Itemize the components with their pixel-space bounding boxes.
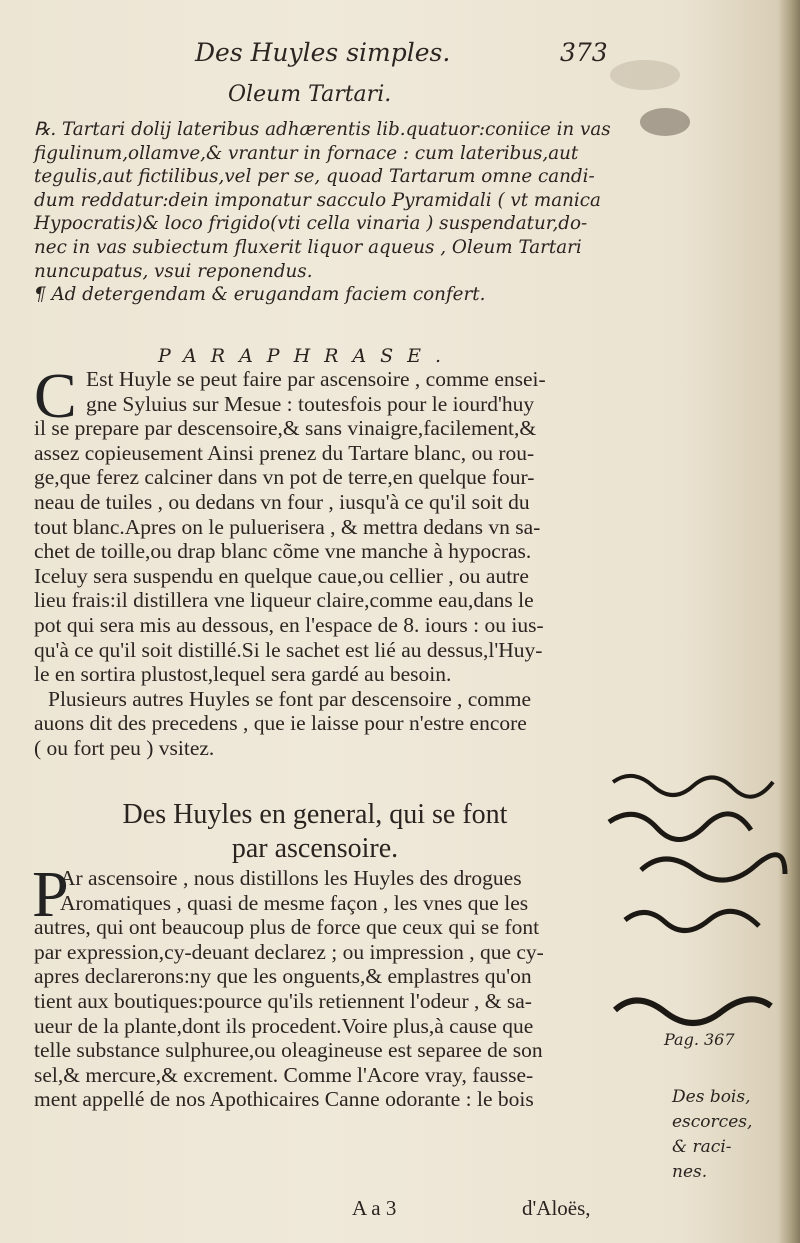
recipe-line: nuncupatus, vsui reponendus. — [34, 260, 313, 282]
text-line: neau de tuiles , ou dedans vn four , iusqu'à ce qu'il soit du — [34, 489, 530, 514]
text-line: Iceluy sera suspendu en quelque caue,ou cellier , ou autre — [34, 563, 529, 588]
text-line: telle substance sulphuree,ou oleagineuse est separee de son — [34, 1038, 543, 1063]
margin-note — [672, 1085, 752, 1185]
margin-note-line: escorces, — [672, 1112, 753, 1132]
recipe-line: figulinum,ollamve,& vrantur in fornace : cum lateribus,aut — [34, 142, 579, 164]
text-line: il se prepare par descensoire,& sans vinaigre,facilement,& — [34, 416, 537, 441]
text-line: ment appellé de nos Apothicaires Canne odorante : le bois — [34, 1087, 534, 1112]
text-line: gne Syluius sur Mesue : toutesfois pour le iourd'huy — [86, 391, 535, 416]
margin-note-line: & raci- — [672, 1137, 732, 1157]
text-line: sel,& mercure,& excrement. Comme l'Acore vray, fausse- — [34, 1062, 534, 1087]
handwritten-annotation — [605, 770, 795, 1070]
text-line: autres, qui ont beaucoup plus de force que ceux qui se font — [34, 915, 540, 940]
text-line: tient aux boutiques:pource qu'ils retiennent l'odeur , & sa- — [34, 988, 532, 1013]
text-line: Est Huyle se peut faire par ascensoire , comme ensei- — [86, 367, 546, 391]
paraphrase-heading: PARAPHRASE. — [158, 345, 456, 367]
text-line: par expression,cy-deuant declarez ; ou impression , que cy- — [34, 939, 544, 964]
text-line: auons dit des precedens , que ie laisse pour n'estre encore — [34, 711, 527, 736]
text-line: chet de toille,ou drap blanc cõme vne manche à hypocras. — [34, 539, 532, 564]
margin-note-line: nes. — [672, 1162, 708, 1182]
handwriting-scribble — [605, 770, 795, 1070]
text-line: qu'à ce qu'il soit distillé.Si le sachet est lié au dessus,l'Huy- — [34, 637, 543, 662]
text-line: ge,que ferez calciner dans vn pot de terre,en quelque four- — [34, 465, 535, 490]
drop-cap: P — [32, 858, 69, 931]
chapter-heading-line: Des Huyles en general, qui se font — [122, 799, 508, 830]
recipe-line: ℞. Tartari dolij lateribus adhærentis lib.quatuor:coniice in vas — [34, 119, 611, 140]
text-line: pot qui sera mis au dessous, en l'espace de 8. iours : ou ius- — [34, 612, 544, 637]
text-line: Aromatiques , quasi de mesme façon , les vnes que les — [60, 890, 529, 915]
running-title: Des Huyles simples. — [195, 38, 451, 67]
recipe-line: tegulis,aut fictilibus,vel per se, quoad Tartarum omne candi- — [34, 166, 595, 188]
catchword: d'Aloës, — [522, 1196, 591, 1220]
text-line: ( ou fort peu ) vsitez. — [34, 735, 215, 760]
drop-cap: C — [34, 360, 77, 431]
recipe-line: dum reddatur:dein imponatur sacculo Pyramidali ( vt manica — [34, 189, 601, 211]
text-line: assez copieusement Ainsi prenez du Tartare blanc, ou rou- — [34, 440, 535, 465]
paraphrase-text — [34, 367, 734, 761]
text-line: Plusieurs autres Huyles se font par descensoire , comme — [48, 686, 532, 711]
text-line: apres declarerons:ny que les onguents,& emplastres qu'on — [34, 964, 532, 989]
text-line: lieu frais:il distillera vne liqueur claire,comme eau,dans le — [34, 588, 534, 613]
signature-mark: A a 3 — [352, 1196, 397, 1220]
page-footer — [0, 1196, 800, 1226]
recipe-line: ¶ Ad detergendam & erugandam faciem confert. — [34, 284, 486, 306]
latin-recipe — [34, 118, 764, 307]
chapter-heading-line: par ascensoire. — [231, 833, 399, 864]
text-line: Ar ascensoire , nous distillons les Huyles des drogues — [60, 866, 522, 890]
text-line: ueur de la plante,dont ils procedent.Voire plus,à cause que — [34, 1013, 534, 1038]
recipe-line: Hypocratis)& loco frigido(vti cella vinaria ) suspendatur,do- — [34, 213, 588, 235]
chapter-heading — [85, 798, 545, 866]
running-header — [0, 38, 800, 78]
margin-note-line: Des bois, — [672, 1087, 751, 1107]
page-reference: Pag. 367 — [664, 1030, 735, 1049]
text-line: le en sortira plustost,lequel sera gardé au besoin. — [34, 662, 452, 687]
recipe-line: nec in vas subiectum fluxerit liquor aqueus , Oleum Tartari — [34, 236, 582, 258]
text-line: tout blanc.Apres on le puluerisera , & mettra dedans vn sa- — [34, 514, 541, 539]
page-number: 373 — [560, 38, 608, 67]
section-title: Oleum Tartari. — [228, 82, 392, 107]
